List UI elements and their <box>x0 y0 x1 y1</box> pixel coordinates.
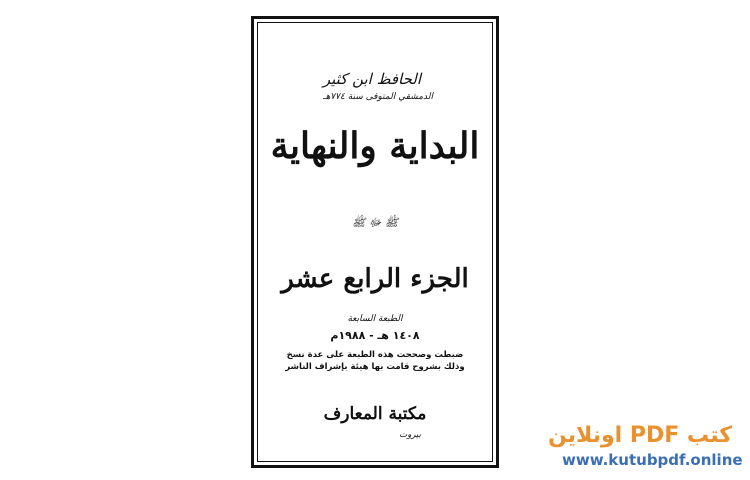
watermark-url: www.kutubpdf.online <box>562 451 743 469</box>
edition-note: ضبطت وصححت هذه الطبعة على عدة نسخ وذلك بشروح قامت بها هيئة بإشراف الناشر <box>285 350 465 372</box>
book-title: البداية والنهاية <box>270 125 480 167</box>
publisher-city: بيروت <box>399 430 421 440</box>
publication-date: ١٤٠٨ هـ - ١٩٨٨م <box>330 329 420 342</box>
volume-title: الجزء الرابع عشر <box>281 264 469 294</box>
author-detail: الدمشقي المتوفى سنة ٧٧٤هـ <box>322 92 433 102</box>
author-name: الحافظ ابن كثير <box>322 70 421 88</box>
watermark-title: كتب PDF اونلاين <box>547 423 732 448</box>
edition-label: الطبعة السابعة <box>347 314 403 324</box>
title-page-content <box>251 16 499 468</box>
site-watermark <box>547 422 743 470</box>
publisher-name: مكتبة المعارف <box>323 404 427 424</box>
book-title-page <box>251 16 499 468</box>
ornament: ﷺ ﷻ ﷺ <box>352 216 398 229</box>
